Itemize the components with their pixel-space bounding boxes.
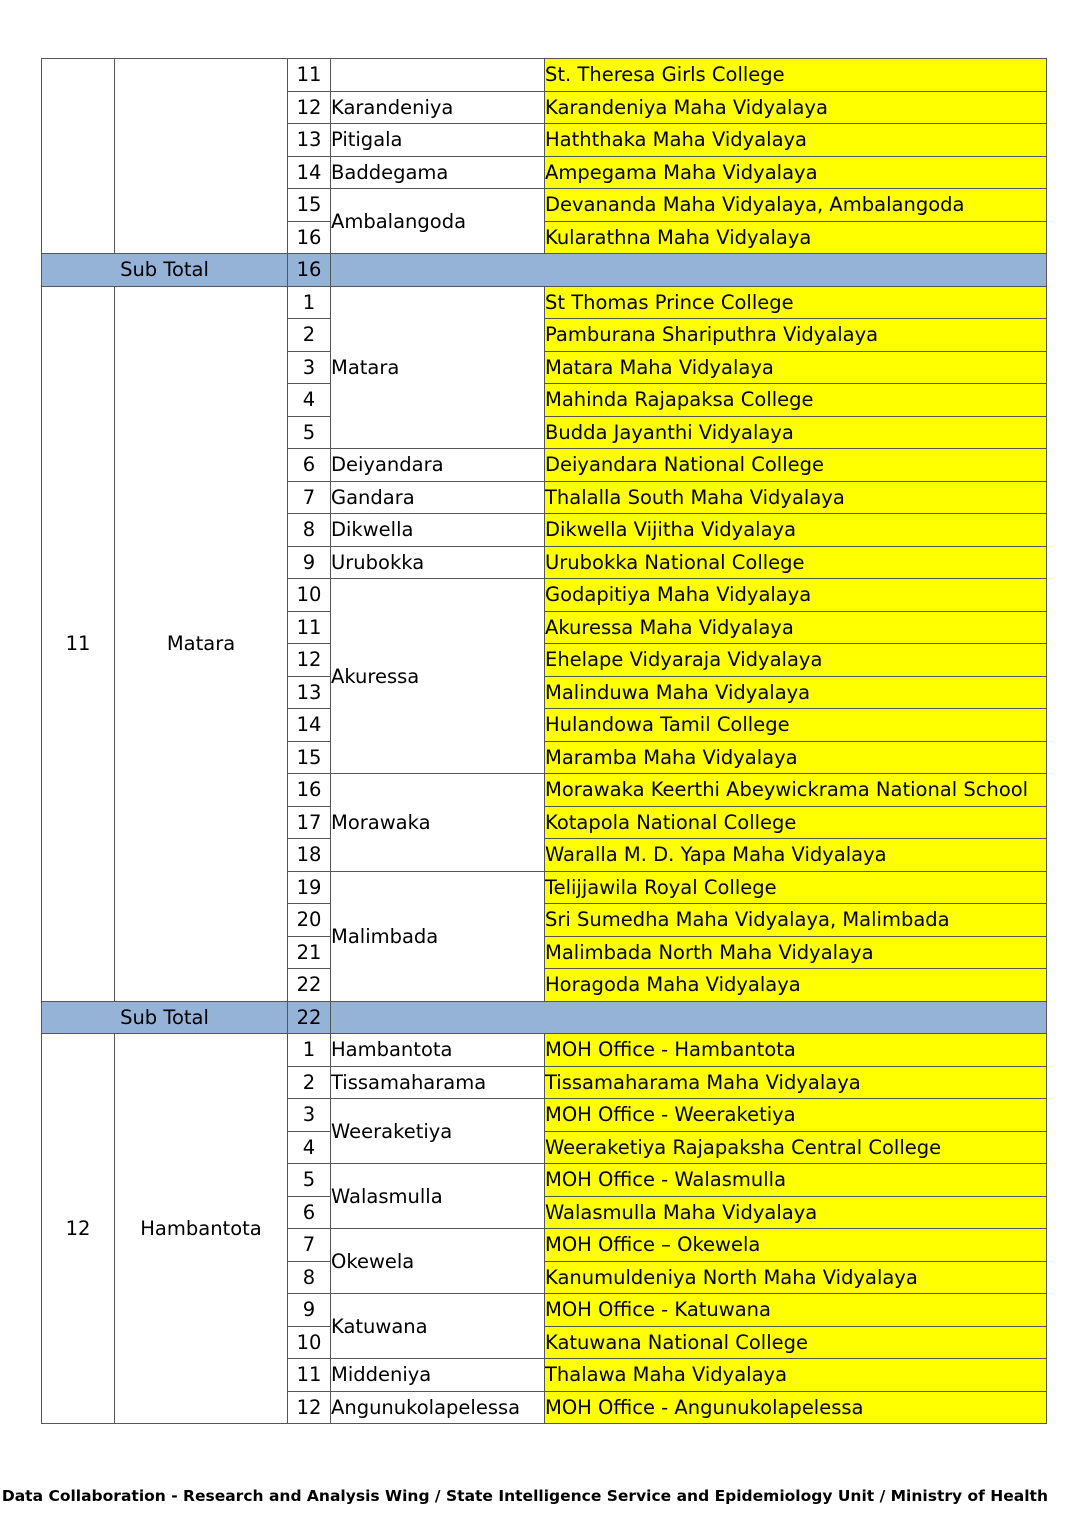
moh-area: Dikwella — [331, 514, 545, 547]
row-index: 5 — [288, 416, 331, 449]
moh-area: Malimbada — [331, 871, 545, 1001]
row-index: 10 — [288, 1326, 331, 1359]
row-index: 7 — [288, 481, 331, 514]
row-index: 20 — [288, 904, 331, 937]
vaccination-site: Kularathna Maha Vidyalaya — [545, 221, 1047, 254]
district-number: 12 — [42, 1034, 115, 1424]
moh-area: Middeniya — [331, 1359, 545, 1392]
vaccination-site: MOH Office - Weeraketiya — [545, 1099, 1047, 1132]
moh-area: Tissamaharama — [331, 1066, 545, 1099]
moh-area: Pitigala — [331, 124, 545, 157]
row-index: 6 — [288, 449, 331, 482]
vaccination-site: MOH Office - Hambantota — [545, 1034, 1047, 1067]
moh-area: Hambantota — [331, 1034, 545, 1067]
vaccination-site: Malinduwa Maha Vidyalaya — [545, 676, 1047, 709]
row-index: 15 — [288, 741, 331, 774]
moh-area: Gandara — [331, 481, 545, 514]
row-index: 12 — [288, 1391, 331, 1424]
row-index: 10 — [288, 579, 331, 612]
row-index: 15 — [288, 189, 331, 222]
district-name: Hambantota — [115, 1034, 288, 1424]
row-index: 16 — [288, 221, 331, 254]
vaccination-site: Kanumuldeniya North Maha Vidyalaya — [545, 1261, 1047, 1294]
row-index: 13 — [288, 124, 331, 157]
row-index: 4 — [288, 384, 331, 417]
vaccination-site: St. Theresa Girls College — [545, 59, 1047, 92]
subtotal-label: Sub Total — [42, 1001, 288, 1034]
subtotal-row — [42, 254, 1047, 287]
vaccination-site: Thalawa Maha Vidyalaya — [545, 1359, 1047, 1392]
row-index: 18 — [288, 839, 331, 872]
district-number-cell — [42, 59, 115, 254]
row-index: 14 — [288, 156, 331, 189]
vaccination-site: MOH Office - Angunukolapelessa — [545, 1391, 1047, 1424]
row-index: 11 — [288, 1359, 331, 1392]
row-index: 1 — [288, 286, 331, 319]
subtotal-blank — [331, 254, 1047, 287]
row-index: 1 — [288, 1034, 331, 1067]
moh-area: Urubokka — [331, 546, 545, 579]
row-index: 4 — [288, 1131, 331, 1164]
row-index: 3 — [288, 351, 331, 384]
vaccination-site: Sri Sumedha Maha Vidyalaya, Malimbada — [545, 904, 1047, 937]
vaccination-site: Weeraketiya Rajapaksha Central College — [545, 1131, 1047, 1164]
row-index: 12 — [288, 644, 331, 677]
moh-area: Katuwana — [331, 1294, 545, 1359]
vaccination-site: Katuwana National College — [545, 1326, 1047, 1359]
vaccination-site: Haththaka Maha Vidyalaya — [545, 124, 1047, 157]
district-number: 11 — [42, 286, 115, 1001]
vaccination-site: Morawaka Keerthi Abeywickrama National School — [545, 774, 1047, 807]
vaccination-site: Urubokka National College — [545, 546, 1047, 579]
vaccination-site: Akuressa Maha Vidyalaya — [545, 611, 1047, 644]
row-index: 9 — [288, 546, 331, 579]
vaccination-site: MOH Office – Okewela — [545, 1229, 1047, 1262]
subtotal-label: Sub Total — [42, 254, 288, 287]
moh-area: Akuressa — [331, 579, 545, 774]
vaccination-site: Kotapola National College — [545, 806, 1047, 839]
row-index: 3 — [288, 1099, 331, 1132]
row-index: 5 — [288, 1164, 331, 1197]
vaccination-site: Ampegama Maha Vidyalaya — [545, 156, 1047, 189]
vaccination-site: Matara Maha Vidyalaya — [545, 351, 1047, 384]
vaccination-site: Thalalla South Maha Vidyalaya — [545, 481, 1047, 514]
district-name-cell — [115, 59, 288, 254]
moh-area: Baddegama — [331, 156, 545, 189]
row-index: 21 — [288, 936, 331, 969]
vaccination-site: Waralla M. D. Yapa Maha Vidyalaya — [545, 839, 1047, 872]
row-index: 6 — [288, 1196, 331, 1229]
row-index: 22 — [288, 969, 331, 1002]
moh-area: Angunukolapelessa — [331, 1391, 545, 1424]
vaccination-site: Malimbada North Maha Vidyalaya — [545, 936, 1047, 969]
moh-area: Morawaka — [331, 774, 545, 872]
vaccination-site: Mahinda Rajapaksa College — [545, 384, 1047, 417]
vaccination-site: Godapitiya Maha Vidyalaya — [545, 579, 1047, 612]
vaccination-site: Budda Jayanthi Vidyalaya — [545, 416, 1047, 449]
row-index: 2 — [288, 1066, 331, 1099]
row-index: 17 — [288, 806, 331, 839]
vaccination-site: Maramba Maha Vidyalaya — [545, 741, 1047, 774]
subtotal-value: 22 — [288, 1001, 331, 1034]
table-row — [42, 286, 1047, 319]
moh-area: Ambalangoda — [331, 189, 545, 254]
vaccination-site: Deiyandara National College — [545, 449, 1047, 482]
moh-area: Okewela — [331, 1229, 545, 1294]
vaccination-site: Karandeniya Maha Vidyalaya — [545, 91, 1047, 124]
vaccination-site: MOH Office - Walasmulla — [545, 1164, 1047, 1197]
moh-area: Matara — [331, 286, 545, 449]
vaccination-site: Hulandowa Tamil College — [545, 709, 1047, 742]
table-row — [42, 1034, 1047, 1067]
vaccination-site: Ehelape Vidyaraja Vidyalaya — [545, 644, 1047, 677]
row-index: 11 — [288, 611, 331, 644]
vaccination-centers-table — [41, 58, 1047, 1424]
subtotal-blank — [331, 1001, 1047, 1034]
vaccination-site: Devananda Maha Vidyalaya, Ambalangoda — [545, 189, 1047, 222]
vaccination-site: MOH Office - Katuwana — [545, 1294, 1047, 1327]
row-index: 8 — [288, 1261, 331, 1294]
row-index: 12 — [288, 91, 331, 124]
moh-area: Weeraketiya — [331, 1099, 545, 1164]
row-index: 14 — [288, 709, 331, 742]
vaccination-site: Walasmulla Maha Vidyalaya — [545, 1196, 1047, 1229]
vaccination-site: Tissamaharama Maha Vidyalaya — [545, 1066, 1047, 1099]
vaccination-site: Horagoda Maha Vidyalaya — [545, 969, 1047, 1002]
district-name: Matara — [115, 286, 288, 1001]
subtotal-row — [42, 1001, 1047, 1034]
row-index: 7 — [288, 1229, 331, 1262]
row-index: 16 — [288, 774, 331, 807]
moh-area: Walasmulla — [331, 1164, 545, 1229]
row-index: 8 — [288, 514, 331, 547]
table-row — [42, 59, 1047, 92]
subtotal-value: 16 — [288, 254, 331, 287]
vaccination-site: Telijjawila Royal College — [545, 871, 1047, 904]
vaccination-site: Pamburana Shariputhra Vidyalaya — [545, 319, 1047, 352]
moh-area — [331, 59, 545, 92]
vaccination-site: Dikwella Vijitha Vidyalaya — [545, 514, 1047, 547]
row-index: 9 — [288, 1294, 331, 1327]
moh-area: Deiyandara — [331, 449, 545, 482]
page-footer: Data Collaboration - Research and Analysis Wing / State Intelligence Service and Epidemiology Unit / Ministry of Health — [1, 1487, 1048, 1505]
row-index: 2 — [288, 319, 331, 352]
moh-area: Karandeniya — [331, 91, 545, 124]
row-index: 19 — [288, 871, 331, 904]
row-index: 11 — [288, 59, 331, 92]
row-index: 13 — [288, 676, 331, 709]
vaccination-site: St Thomas Prince College — [545, 286, 1047, 319]
